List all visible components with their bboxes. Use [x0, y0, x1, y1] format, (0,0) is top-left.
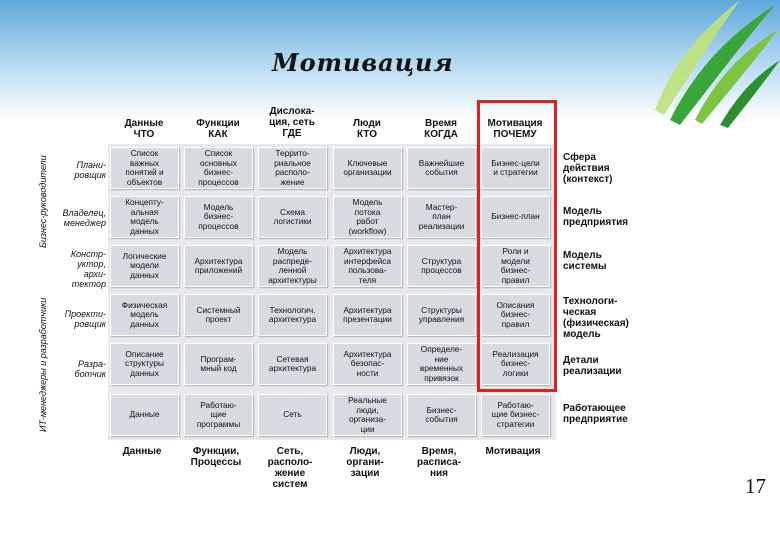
column-header: Время КОГДА	[424, 118, 458, 140]
matrix-cell: Список важных понятий и объектов	[110, 147, 179, 189]
matrix-cell: Архитектура приложений	[184, 245, 253, 287]
matrix-cell: Описание структуры данных	[110, 343, 179, 385]
column-footer-label: Данные	[122, 446, 162, 457]
row-perspective-label: Сфера действия (контекст)	[563, 152, 613, 185]
column-header: Люди КТО	[353, 118, 381, 140]
matrix-cell: Список основных бизнес- процессов	[184, 147, 253, 189]
matrix-cell: Бизнес- события	[407, 394, 476, 436]
matrix-cell: Реализация бизнес- логики	[481, 343, 550, 385]
matrix-cell: Сеть	[258, 394, 327, 436]
matrix-cell: Реальные люди, организа- ции	[333, 394, 402, 436]
column-footer-label: Мотивация	[485, 446, 541, 457]
row-header: Владелец, менеджер	[62, 208, 106, 228]
matrix-cell: Сетевая архитектура	[258, 343, 327, 385]
matrix-cell: Бизнес-цели и стратегии	[481, 147, 550, 189]
matrix-cell: Работаю- щие бизнес- стратегии	[481, 394, 550, 436]
column-footer-label: Люди, органи- зации	[346, 446, 384, 479]
green-leaves-decoration	[650, 0, 780, 130]
column-header: Мотивация ПОЧЕМУ	[487, 118, 543, 140]
row-perspective-label: Модель предприятия	[563, 206, 629, 228]
matrix-cell: Концепту- альная модель данных	[110, 196, 179, 238]
side-label-it: ИТ-менеджеры и разработчики	[38, 297, 48, 432]
matrix-cell: Схема логистики	[258, 196, 327, 238]
matrix-cell: Данные	[110, 394, 179, 436]
matrix-cell: Архитектура интерфейса пользова- теля	[333, 245, 402, 287]
matrix-cell: Ключевые организации	[333, 147, 402, 189]
matrix-cell: Структура процессов	[407, 245, 476, 287]
side-label-business: Бизнес-руководители	[38, 155, 48, 248]
motivation-column-highlight	[477, 100, 557, 392]
row-perspective-label: Технологи- ческая (физическая) модель	[563, 296, 629, 340]
column-footer-label: Сеть, располо- жение систем	[267, 446, 313, 490]
matrix-cell: Мастер- план реализации	[407, 196, 476, 238]
column-header: Данные ЧТО	[124, 118, 164, 140]
matrix-cell: Роли и модели бизнес- правил	[481, 245, 550, 287]
matrix-cell: Модель распреде- ленной архитектуры	[258, 245, 327, 287]
page-number: 17	[745, 474, 766, 498]
row-header: Проекти- ровщик	[64, 309, 106, 329]
row-header: Плани- ровщик	[74, 160, 106, 180]
matrix-cell: Важнейшие события	[407, 147, 476, 189]
matrix-cell: Модель потока работ (workflow)	[333, 196, 402, 238]
matrix-cell: Террито- риальное располо- жение	[258, 147, 327, 189]
row-perspective-label: Детали реализации	[563, 355, 622, 377]
matrix-cell: Архитектура безопас- ности	[333, 343, 402, 385]
matrix-cell: Програм- мный код	[184, 343, 253, 385]
matrix-cell: Технологич. архитектура	[258, 294, 327, 336]
column-header: Функции КАК	[196, 118, 240, 140]
column-footer-label: Время, расписа- ния	[417, 446, 461, 479]
row-header: Разра- ботчик	[74, 359, 106, 379]
row-header: Констр- уктор, архи- тектор	[70, 249, 106, 289]
matrix-cell: Определе- ние временных привязок	[407, 343, 476, 385]
slide-title: Мотивация	[272, 48, 454, 77]
matrix-cell: Архитектура презентации	[333, 294, 402, 336]
matrix-cell: Физическая модель данных	[110, 294, 179, 336]
matrix-cell: Структуры управления	[407, 294, 476, 336]
matrix-cell: Работаю- щие программы	[184, 394, 253, 436]
column-header: Дислока- ция, сеть ГДЕ	[269, 106, 315, 139]
matrix-cell: Модель бизнес- процессов	[184, 196, 253, 238]
matrix-cell: Описания бизнес- правил	[481, 294, 550, 336]
matrix-cell: Системный проект	[184, 294, 253, 336]
row-perspective-label: Модель системы	[563, 250, 607, 272]
matrix-cell: Бизнес-план	[481, 196, 550, 238]
matrix-cell: Логические модели данных	[110, 245, 179, 287]
column-footer-label: Функции, Процессы	[190, 446, 242, 468]
row-perspective-label: Работающее предприятие	[563, 403, 628, 425]
